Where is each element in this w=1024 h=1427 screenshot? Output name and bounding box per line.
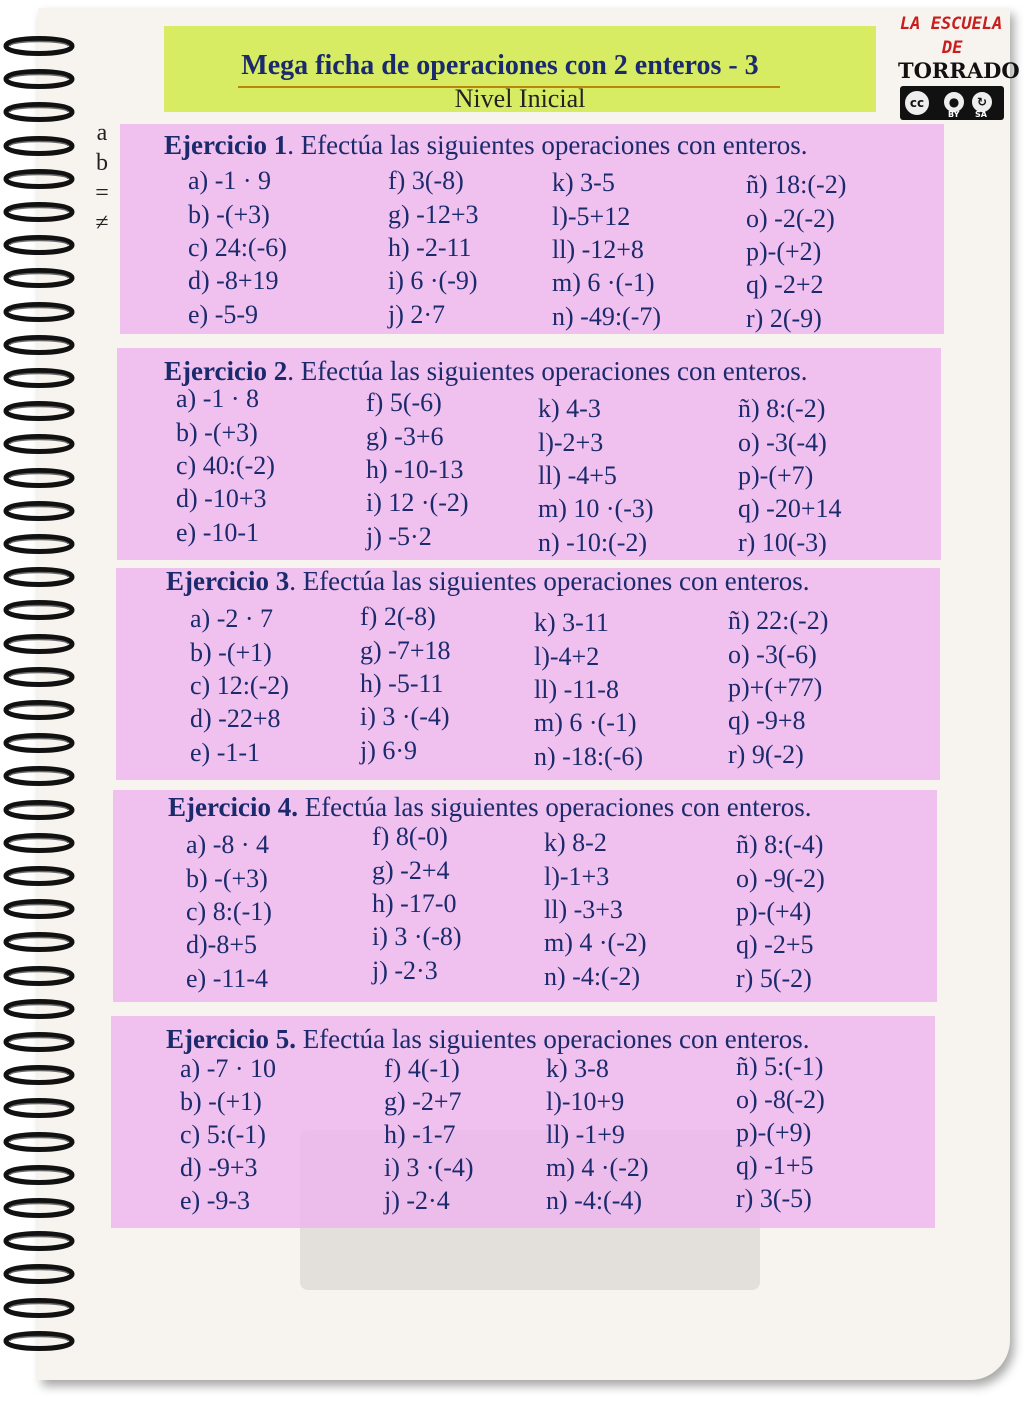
exercise-label: Ejercicio 2 (164, 356, 288, 386)
operation-item: g) -3+6 (366, 422, 444, 451)
operation-item: ll) -4+5 (538, 461, 617, 490)
operation-item: a) -1 · 9 (188, 166, 272, 195)
operation-item: n) -4:(-4) (546, 1186, 643, 1215)
exercise-instruction: . Efectúa las siguientes operaciones con enteros. (287, 356, 808, 386)
operation-item: m) 4 ·(-2) (546, 1153, 649, 1182)
spiral-ring (2, 632, 76, 656)
operation-item: h) -1-7 (384, 1120, 456, 1149)
spiral-ring (2, 1196, 76, 1220)
operation-item: p)+(+77) (728, 673, 823, 702)
operation-item: ll) -11-8 (534, 675, 619, 704)
spiral-ring (2, 897, 76, 921)
operation-item: n) -4:(-2) (544, 962, 641, 991)
operation-item: o) -9(-2) (736, 864, 825, 893)
exercise-label: Ejercicio 3 (166, 566, 290, 596)
operation-item: i) 3 ·(-4) (384, 1153, 474, 1182)
operation-item: k) 4-3 (538, 394, 601, 423)
exercise-instruction: Efectúa las siguientes operaciones con enteros. (295, 1024, 810, 1054)
exercise-heading (164, 130, 808, 161)
operation-item: a) -7 · 10 (180, 1054, 277, 1083)
spiral-ring (2, 665, 76, 689)
operation-item: e) -1-1 (190, 738, 261, 767)
exercise-instruction: . Efectúa las siguientes operaciones con enteros. (287, 130, 808, 160)
exercise-label: Ejercicio 1 (164, 130, 288, 160)
operation-item: m) 10 ·(-3) (538, 494, 654, 523)
operation-item: m) 4 ·(-2) (544, 928, 647, 957)
cc-license-badge (900, 86, 1004, 120)
spiral-ring (2, 399, 76, 423)
operation-item: g) -7+18 (360, 636, 451, 665)
operation-item: l)-2+3 (538, 428, 604, 457)
operation-item: l)-1+3 (544, 862, 610, 891)
spiral-ring (2, 864, 76, 888)
spiral-ring (2, 598, 76, 622)
spiral-ring (2, 1329, 76, 1353)
exercise-instruction: Efectúa las siguientes operaciones con enteros. (297, 792, 812, 822)
operation-item: p)-(+4) (736, 897, 812, 926)
operation-item: o) -2(-2) (746, 204, 835, 233)
spiral-ring (2, 1030, 76, 1054)
operation-item: f) 3(-8) (388, 166, 464, 195)
operation-item: n) -49:(-7) (552, 302, 662, 331)
operation-item: h) -17-0 (372, 889, 457, 918)
spiral-ring (2, 233, 76, 257)
spiral-ring (2, 532, 76, 556)
operation-item: r) 10(-3) (738, 528, 827, 557)
operation-item: k) 3-5 (552, 168, 615, 197)
operation-item: e) -9-3 (180, 1186, 251, 1215)
operation-item: l)-4+2 (534, 642, 600, 671)
spiral-ring (2, 930, 76, 954)
operation-item: g) -2+7 (384, 1087, 462, 1116)
spiral-ring (2, 565, 76, 589)
license-by-label: BY (948, 110, 960, 119)
operation-item: c) 5:(-1) (180, 1120, 266, 1149)
operation-item: b) -(+3) (176, 418, 258, 447)
spiral-ring (2, 1296, 76, 1320)
side-symbol-not-equals: ≠ (95, 210, 109, 236)
logo-line1: LA ESCUELA (900, 14, 1003, 34)
operation-item: j) 2·7 (388, 300, 446, 329)
operation-item: f) 5(-6) (366, 388, 442, 417)
operation-item: i) 3 ·(-8) (372, 922, 462, 951)
spiral-ring (2, 333, 76, 357)
spiral-ring (2, 432, 76, 456)
operation-item: j) -2·4 (384, 1186, 450, 1215)
operation-item: r) 2(-9) (746, 304, 822, 333)
license-sa-label: SA (975, 110, 987, 119)
operation-item: e) -11-4 (186, 964, 269, 993)
operation-item: e) -10-1 (176, 518, 260, 547)
exercise-heading (168, 792, 812, 823)
operation-item: l)-10+9 (546, 1087, 625, 1116)
spiral-ring (2, 964, 76, 988)
operation-item: o) -3(-4) (738, 428, 827, 457)
operation-item: c) 8:(-1) (186, 897, 272, 926)
operation-item: d) -9+3 (180, 1153, 258, 1182)
operation-item: h) -10-13 (366, 455, 464, 484)
spiral-ring (2, 466, 76, 490)
side-symbol-a: a (96, 120, 108, 146)
spiral-ring (2, 1163, 76, 1187)
operation-item: m) 6 ·(-1) (552, 268, 655, 297)
operation-item: f) 2(-8) (360, 602, 436, 631)
spiral-ring (2, 167, 76, 191)
exercise-heading (166, 566, 810, 597)
sa-share-icon: ↻ (970, 90, 994, 114)
operation-item: ll) -3+3 (544, 895, 623, 924)
spiral-ring (2, 1229, 76, 1253)
operation-item: ñ) 5:(-1) (736, 1052, 824, 1081)
operation-item: b) -(+3) (188, 200, 270, 229)
operation-item: r) 3(-5) (736, 1184, 812, 1213)
operation-item: g) -12+3 (388, 200, 479, 229)
operation-item: k) 3-8 (546, 1054, 609, 1083)
spiral-ring (2, 67, 76, 91)
operation-item: q) -2+5 (736, 930, 814, 959)
operation-item: d) -10+3 (176, 484, 267, 513)
spiral-ring (2, 731, 76, 755)
spiral-ring (2, 499, 76, 523)
operation-item: a) -1 · 8 (176, 384, 260, 413)
operation-item: q) -20+14 (738, 494, 842, 523)
spiral-ring (2, 1262, 76, 1286)
operation-item: j) -2·3 (372, 956, 438, 985)
side-symbol-b: b (96, 150, 108, 176)
operation-item: n) -10:(-2) (538, 528, 648, 557)
operation-item: e) -5-9 (188, 300, 259, 329)
operation-item: d) -22+8 (190, 704, 281, 733)
operation-item: j) 6·9 (360, 736, 418, 765)
exercise-label: Ejercicio 5. (166, 1024, 296, 1054)
spiral-ring (2, 1063, 76, 1087)
operation-item: ll) -1+9 (546, 1120, 625, 1149)
operation-item: b) -(+1) (180, 1087, 262, 1116)
operation-item: a) -8 · 4 (186, 830, 270, 859)
operation-item: b) -(+3) (186, 864, 268, 893)
operation-item: r) 9(-2) (728, 740, 804, 769)
operation-item: r) 5(-2) (736, 964, 812, 993)
operation-item: ll) -12+8 (552, 235, 644, 264)
spiral-ring (2, 266, 76, 290)
operation-item: i) 6 ·(-9) (388, 266, 478, 295)
operation-item: o) -3(-6) (728, 640, 817, 669)
operation-item: d) -8+19 (188, 266, 279, 295)
operation-item: n) -18:(-6) (534, 742, 644, 771)
logo-line3: TORRADO (898, 58, 1020, 83)
spiral-ring (2, 764, 76, 788)
spiral-ring (2, 831, 76, 855)
operation-item: c) 24:(-6) (188, 233, 287, 262)
spiral-ring (2, 200, 76, 224)
spiral-ring (2, 997, 76, 1021)
operation-item: ñ) 8:(-4) (736, 830, 824, 859)
operation-item: q) -1+5 (736, 1151, 814, 1180)
page-title: Mega ficha de operaciones con 2 enteros - 3 (241, 50, 759, 81)
exercise-heading (166, 1024, 810, 1055)
operation-item: ñ) 8:(-2) (738, 394, 826, 423)
spiral-ring (2, 798, 76, 822)
spiral-ring (2, 100, 76, 124)
spiral-binding (0, 20, 80, 1380)
operation-item: g) -2+4 (372, 856, 450, 885)
spiral-ring (2, 34, 76, 58)
operation-item: i) 3 ·(-4) (360, 702, 450, 731)
operation-item: f) 4(-1) (384, 1054, 460, 1083)
by-person-icon: ● (942, 90, 966, 114)
spiral-ring (2, 1096, 76, 1120)
page-subtitle: Nivel Inicial (454, 84, 586, 113)
operation-item: p)-(+7) (738, 461, 814, 490)
operation-item: i) 12 ·(-2) (366, 488, 469, 517)
operation-item: l)-5+12 (552, 202, 631, 231)
logo-line2: DE (942, 38, 963, 58)
side-symbol-equals: = (95, 180, 109, 206)
operation-item: q) -9+8 (728, 706, 806, 735)
operation-item: d)-8+5 (186, 930, 257, 959)
operation-item: p)-(+2) (746, 237, 822, 266)
operation-item: b) -(+1) (190, 638, 272, 667)
cc-icon: cc (903, 89, 931, 117)
spiral-ring (2, 366, 76, 390)
exercise-label: Ejercicio 4. (168, 792, 298, 822)
spiral-ring (2, 1130, 76, 1154)
operation-item: f) 8(-0) (372, 822, 448, 851)
operation-item: h) -5-11 (360, 669, 444, 698)
operation-item: k) 3-11 (534, 608, 609, 637)
operation-item: p)-(+9) (736, 1118, 812, 1147)
operation-item: k) 8-2 (544, 828, 607, 857)
operation-item: m) 6 ·(-1) (534, 708, 637, 737)
operation-item: a) -2 · 7 (190, 604, 274, 633)
operation-item: q) -2+2 (746, 270, 824, 299)
spiral-ring (2, 698, 76, 722)
operation-item: c) 12:(-2) (190, 671, 289, 700)
spiral-ring (2, 134, 76, 158)
operation-item: ñ) 22:(-2) (728, 606, 829, 635)
exercise-heading (164, 356, 808, 387)
operation-item: o) -8(-2) (736, 1085, 825, 1114)
operation-item: c) 40:(-2) (176, 451, 275, 480)
operation-item: j) -5·2 (366, 522, 432, 551)
spiral-ring (2, 300, 76, 324)
exercise-instruction: . Efectúa las siguientes operaciones con enteros. (289, 566, 810, 596)
operation-item: h) -2-11 (388, 233, 472, 262)
operation-item: ñ) 18:(-2) (746, 170, 847, 199)
